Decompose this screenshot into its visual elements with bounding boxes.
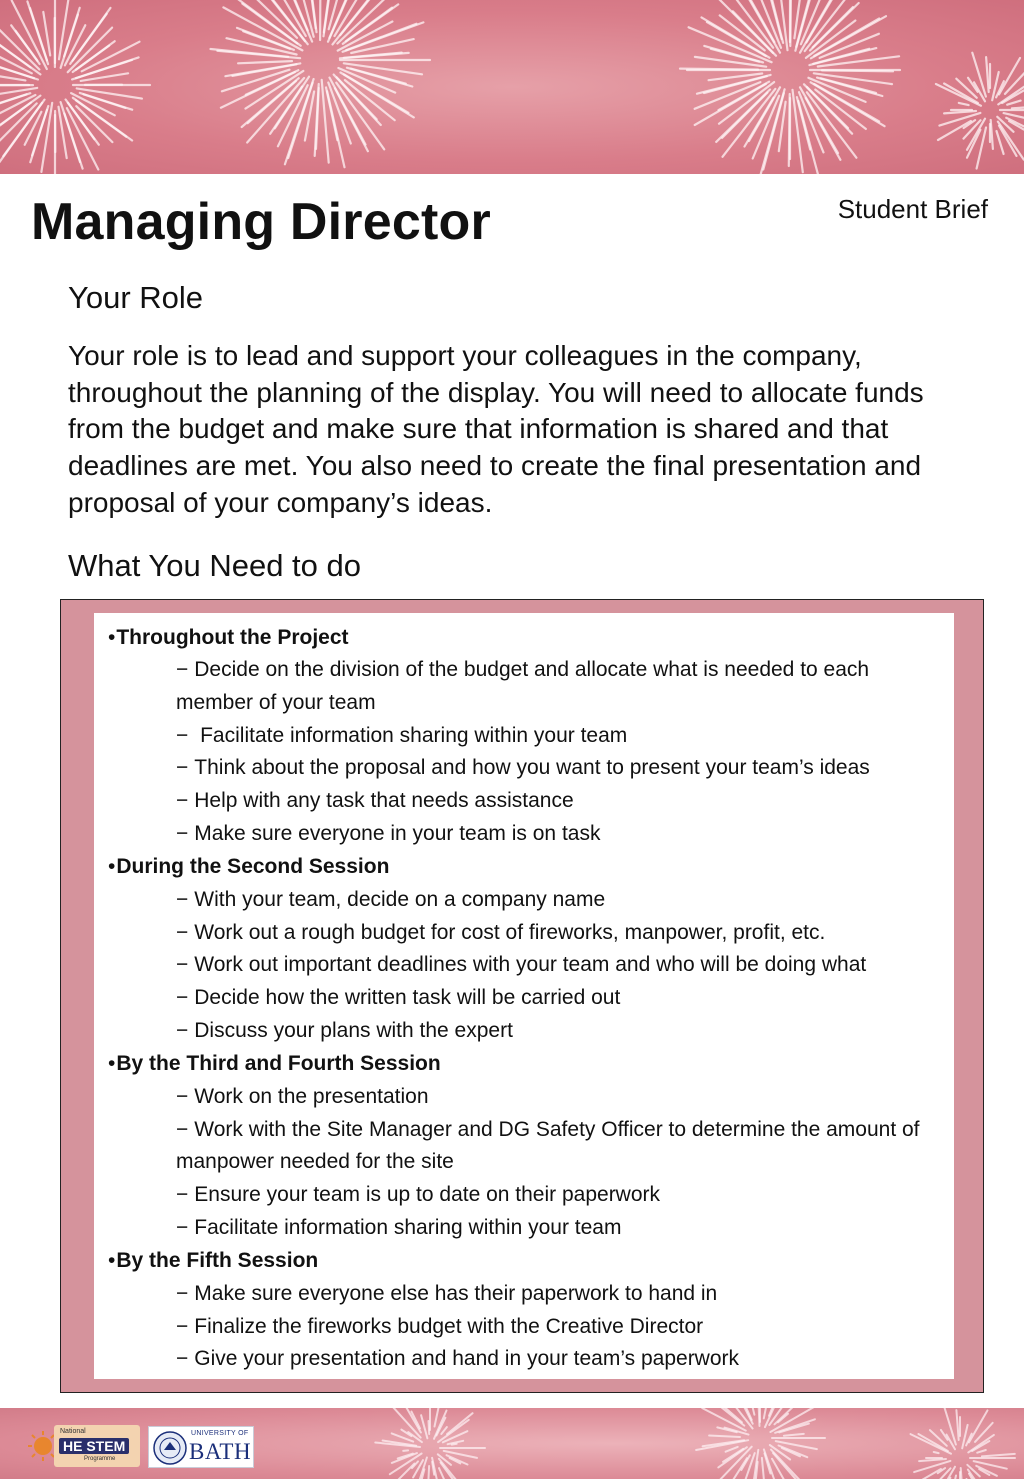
task-item-text: Decide on the division of the budget and allocate what is needed to each member of your team	[176, 658, 870, 714]
task-item-text: Work with the Site Manager and DG Safety Officer to determine the amount of manpower needed for the site	[176, 1117, 920, 1174]
task-section-label: By the Third and Fourth Session	[116, 1052, 441, 1076]
task-item	[108, 949, 936, 982]
task-section	[108, 1245, 948, 1376]
task-item-text: Ensure your team is up to date on their paperwork	[194, 1183, 661, 1207]
task-item	[108, 752, 936, 785]
task-item	[108, 818, 936, 851]
task-item-text: With your team, decide on a company name	[194, 887, 606, 911]
task-section-title	[108, 1245, 948, 1278]
stem-name-text: HE STEM	[59, 1438, 129, 1454]
stem-programme-text: Programme	[84, 1456, 116, 1462]
dash-bullet-icon: −	[176, 1183, 189, 1207]
task-item-text: Work out a rough budget for cost of fireworks, manpower, profit, etc.	[194, 920, 826, 944]
task-section-label: During the Second Session	[116, 855, 390, 879]
dash-bullet-icon: −	[176, 756, 189, 780]
task-section	[108, 851, 948, 1048]
bullet-icon: •	[108, 1249, 116, 1273]
your-role-heading: Your Role	[68, 280, 204, 315]
task-item	[108, 884, 936, 917]
task-section-title	[108, 621, 948, 654]
dash-bullet-icon: −	[176, 1084, 189, 1108]
task-box	[60, 599, 984, 1393]
task-item	[108, 785, 936, 818]
task-item	[108, 1343, 936, 1376]
task-item-text: Make sure everyone else has their paperwork to hand in	[194, 1281, 718, 1305]
dash-bullet-icon: −	[176, 789, 189, 813]
bath-name-text: BATH	[189, 1439, 252, 1464]
dash-bullet-icon: −	[176, 920, 189, 944]
task-section-title	[108, 1048, 948, 1081]
fireworks-banner	[0, 0, 1024, 174]
task-item-text: Work out important deadlines with your team and who will be doing what	[194, 953, 867, 977]
task-item	[108, 1114, 936, 1180]
task-section-label: Throughout the Project	[116, 625, 349, 649]
task-item-text: Facilitate information sharing within your team	[194, 1215, 622, 1239]
dash-bullet-icon: −	[176, 1314, 189, 1338]
task-section-title	[108, 851, 948, 884]
role-description: Your role is to lead and support your colleagues in the company, throughout the planning of the display. You will need to allocate funds from the budget and make sure that information is shared and that deadlines are met. You also need to create the final presentation and proposal of your company’s ideas.	[68, 340, 924, 518]
task-item-text: Work on the presentation	[194, 1084, 429, 1108]
bath-crest-icon	[152, 1430, 188, 1466]
dash-bullet-icon: −	[176, 1215, 189, 1239]
task-section-label: By the Fifth Session	[116, 1249, 319, 1273]
task-item	[108, 1212, 936, 1245]
dash-bullet-icon: −	[176, 986, 189, 1010]
task-item	[108, 982, 936, 1015]
student-brief-label: Student Brief	[837, 194, 988, 224]
dash-bullet-icon: −	[176, 1018, 189, 1042]
firework-burst-left	[0, 0, 1024, 174]
he-stem-logo	[28, 1425, 140, 1467]
dash-bullet-icon: −	[176, 658, 189, 681]
university-of-bath-logo	[148, 1426, 254, 1468]
task-item-text: Help with any task that needs assistance	[194, 789, 574, 813]
dash-bullet-icon: −	[176, 1347, 189, 1371]
task-item	[108, 1015, 936, 1048]
bullet-icon: •	[108, 1052, 116, 1076]
task-item	[108, 1311, 936, 1344]
task-item	[108, 720, 936, 753]
task-item	[108, 1278, 936, 1311]
task-section	[108, 621, 948, 851]
task-item-text: Make sure everyone in your team is on task	[194, 821, 601, 845]
dash-bullet-icon: −	[176, 887, 189, 911]
task-item-text: Think about the proposal and how you want to present your team’s ideas	[194, 756, 870, 780]
dash-bullet-icon: −	[176, 953, 189, 977]
task-section	[108, 1048, 948, 1245]
dash-bullet-icon: −	[176, 821, 189, 845]
dash-bullet-icon: −	[176, 723, 189, 747]
task-item-text: Facilitate information sharing within your team	[194, 723, 628, 747]
dash-bullet-icon: −	[176, 1117, 189, 1141]
dash-bullet-icon: −	[176, 1281, 189, 1305]
task-item-text: Finalize the fireworks budget with the Creative Director	[194, 1314, 704, 1338]
task-item-text: Give your presentation and hand in your team’s paperwork	[194, 1347, 740, 1371]
bullet-icon: •	[108, 855, 116, 879]
task-item-text: Decide how the written task will be carried out	[194, 986, 621, 1010]
task-item	[108, 1081, 936, 1114]
task-item	[108, 654, 936, 720]
stem-national-text: National	[60, 1428, 86, 1435]
page-title: Managing Director	[31, 193, 491, 251]
task-panel	[94, 613, 954, 1379]
bullet-icon: •	[108, 625, 116, 649]
task-item	[108, 1179, 936, 1212]
task-list	[108, 621, 948, 1376]
bath-university-of-text: UNIVERSITY OF	[191, 1430, 249, 1437]
what-you-need-heading: What You Need to do	[68, 548, 362, 583]
task-item	[108, 917, 936, 950]
task-item-text: Discuss your plans with the expert	[194, 1018, 513, 1042]
